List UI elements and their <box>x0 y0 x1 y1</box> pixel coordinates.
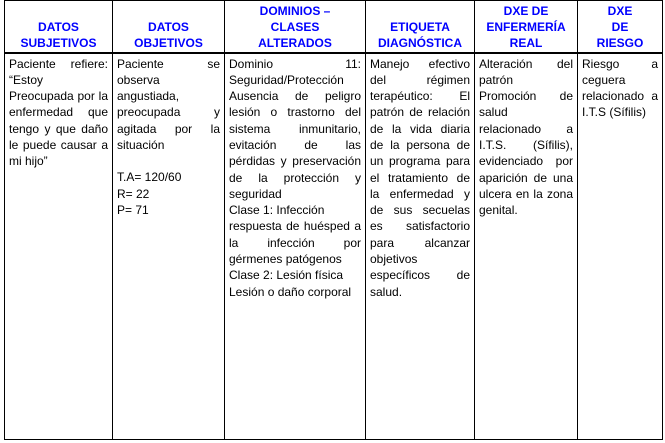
risk-dx-text: Riesgo a ceguera relacionado a I.T.S (Sífilis) <box>582 56 658 120</box>
class1-description: respuesta de huésped a la infección por gérmenes patógenos <box>229 219 361 267</box>
vital-blood-pressure: T.A= 120/60 <box>117 170 182 185</box>
class2-description: Lesión o daño corporal <box>229 284 352 299</box>
subjective-data-cell <box>5 53 113 440</box>
header-objective-data: DATOS OBJETIVOS <box>113 1 225 53</box>
vital-pulse: P= 71 <box>117 202 149 217</box>
diagnostic-label-cell <box>366 53 475 440</box>
risk-dx-cell <box>578 53 663 440</box>
header-real-nursing-dx: DXE DE ENFERMERÍA REAL <box>475 1 578 53</box>
domains-cell <box>225 53 366 440</box>
header-risk-dx: DXE DE RIESGO <box>578 1 663 53</box>
domain-title: Dominio 11: Seguridad/Protección <box>229 56 361 87</box>
objective-data-cell <box>113 53 225 440</box>
header-row <box>5 1 663 53</box>
real-dx-line2: Promoción de salud relacionado a I.T.S. (Sífilis), evidenciado por aparición de una ulcera en la zona genital. <box>479 89 573 218</box>
objective-text: Paciente se observa angustiada, preocupada y agitada por la situación <box>117 56 220 152</box>
content-row <box>5 53 663 440</box>
class1-title: Clase 1: Infección <box>229 203 325 218</box>
domain-description: Ausencia de peligro lesión o trastorno del sistema inmunitario, evitación de las pérdidas y preservación de la protección y seguridad <box>229 89 361 201</box>
vital-respiration: R= 22 <box>117 186 150 201</box>
header-diagnostic-label: ETIQUETA DIAGNÓSTICA <box>366 1 475 53</box>
real-dx-cell <box>475 53 578 440</box>
nursing-care-table <box>4 0 663 440</box>
header-domains-classes: DOMINIOS – CLASES ALTERADOS <box>225 1 366 53</box>
header-subjective-data: DATOS SUBJETIVOS <box>5 1 113 53</box>
diagnostic-label-text: Manejo efectivo del régimen terapéutico: El patrón de relación de la vida diaria de la persona de un programa para el tratamiento de la enfermedad y de sus secuelas es satisfactorio para alcanzar objetivos específicos de salud. <box>370 56 470 299</box>
class2-title: Clase 2: Lesión física <box>229 268 344 283</box>
subjective-text: Paciente refiere: “Estoy Preocupada por la enfermedad que tengo y que daño le puede causar a mi hijo” <box>9 56 108 169</box>
real-dx-line1: Alteración del patrón <box>479 56 573 87</box>
